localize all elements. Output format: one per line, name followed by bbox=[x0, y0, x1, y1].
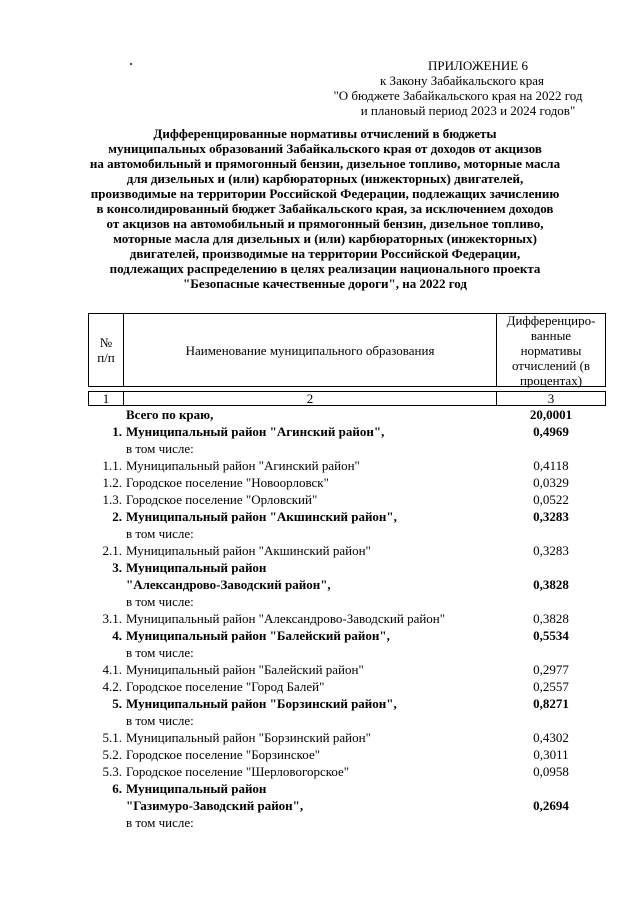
row-name bbox=[126, 559, 496, 610]
row-number: 3. bbox=[112, 560, 122, 575]
appendix-line-2: к Закону Забайкальского края bbox=[379, 73, 544, 88]
row-value: 0,4969 bbox=[533, 424, 569, 439]
table-row bbox=[88, 780, 606, 831]
title-line: "Безопасные качественные дороги", на 2022 год bbox=[183, 276, 467, 291]
header-value: Дифференциро-ванные нормативы отчислений (в процентах) bbox=[496, 313, 606, 387]
table-row bbox=[88, 763, 606, 780]
row-value: 0,2977 bbox=[533, 662, 569, 677]
row-name-text: Муниципальный район "Александрово-Заводский район" bbox=[126, 611, 446, 626]
row-number: 5.1. bbox=[102, 730, 122, 745]
table-row bbox=[88, 406, 606, 423]
row-name bbox=[126, 457, 496, 474]
table-row bbox=[88, 423, 606, 457]
row-name-text: Городское поселение "Шерловогорское" bbox=[126, 764, 350, 779]
column-number-1: 1 bbox=[88, 391, 124, 406]
column-number-2: 2 bbox=[123, 391, 497, 406]
title-line: Дифференцированные нормативы отчислений в бюджеты bbox=[153, 126, 497, 141]
title-line: в консолидированный бюджет Забайкальского края, за исключением доходов bbox=[96, 201, 554, 216]
table-row bbox=[88, 729, 606, 746]
row-name bbox=[126, 780, 496, 831]
title-line: для дизельных и (или) карбюраторных (инжекторных) двигателей, bbox=[126, 171, 524, 186]
row-name bbox=[126, 763, 496, 780]
table-row bbox=[88, 661, 606, 678]
row-value: 0,4302 bbox=[533, 730, 569, 745]
row-name bbox=[126, 610, 496, 627]
row-value: 0,8271 bbox=[533, 696, 569, 711]
row-value: 0,4118 bbox=[533, 458, 569, 473]
scan-speck bbox=[130, 63, 132, 65]
title-line: муниципальных образований Забайкальского края от доходов от акцизов bbox=[108, 141, 542, 156]
row-name bbox=[126, 695, 496, 729]
row-number: 5.3. bbox=[102, 764, 122, 779]
table-row bbox=[88, 542, 606, 559]
table-row bbox=[88, 508, 606, 542]
row-name bbox=[126, 406, 496, 423]
document-title bbox=[80, 126, 570, 291]
title-line: двигателей, производимые на территории Российской Федерации, bbox=[129, 246, 521, 261]
row-subtitle: в том числе: bbox=[126, 526, 194, 541]
table-row bbox=[88, 474, 606, 491]
appendix-line-1: ПРИЛОЖЕНИЕ 6 bbox=[428, 58, 528, 73]
row-name-text-continued: "Александрово-Заводский район", bbox=[126, 577, 331, 592]
table-body bbox=[88, 406, 606, 831]
row-name bbox=[126, 661, 496, 678]
row-number: 2. bbox=[112, 509, 122, 524]
row-name-text: Всего по краю, bbox=[126, 407, 214, 422]
row-name-text: Муниципальный район "Борзинский район", bbox=[126, 696, 397, 711]
row-number: 1.1. bbox=[102, 458, 122, 473]
table-row bbox=[88, 559, 606, 610]
row-number: 5. bbox=[112, 696, 122, 711]
row-value: 0,5534 bbox=[533, 628, 569, 643]
row-number: 4.1. bbox=[102, 662, 122, 677]
row-name bbox=[126, 423, 496, 457]
row-number: 2.1. bbox=[102, 543, 122, 558]
row-name-text: Муниципальный район "Акшинский район" bbox=[126, 543, 371, 558]
row-name-text: Муниципальный район "Балейский район", bbox=[126, 628, 390, 643]
table-row bbox=[88, 695, 606, 729]
column-number-3: 3 bbox=[496, 391, 606, 406]
row-subtitle: в том числе: bbox=[126, 441, 194, 456]
row-value: 0,0958 bbox=[533, 764, 569, 779]
row-number: 5.2. bbox=[102, 747, 122, 762]
row-number: 4. bbox=[112, 628, 122, 643]
title-line: подлежащих распределению в целях реализации национального проекта bbox=[109, 261, 541, 276]
row-name-text: Муниципальный район bbox=[126, 560, 267, 575]
table-row bbox=[88, 610, 606, 627]
row-subtitle: в том числе: bbox=[126, 645, 194, 660]
appendix-line-4: и плановый период 2023 и 2024 годов" bbox=[360, 103, 576, 118]
row-name-text: Городское поселение "Орловский" bbox=[126, 492, 318, 507]
row-number: 1.3. bbox=[102, 492, 122, 507]
row-name bbox=[126, 729, 496, 746]
table-row bbox=[88, 746, 606, 763]
title-line: моторные масла для дизельных и (или) карбюраторных (инжекторных) bbox=[113, 231, 537, 246]
row-name-text: Муниципальный район "Акшинский район", bbox=[126, 509, 397, 524]
row-number: 4.2. bbox=[102, 679, 122, 694]
row-name bbox=[126, 474, 496, 491]
row-name-text: Муниципальный район "Борзинский район" bbox=[126, 730, 371, 745]
row-value: 0,3828 bbox=[533, 577, 569, 592]
row-value: 0,3283 bbox=[533, 509, 569, 524]
row-value: 0,2694 bbox=[533, 798, 569, 813]
row-name-text: Муниципальный район "Агинский район" bbox=[126, 458, 360, 473]
table-row bbox=[88, 457, 606, 474]
table-row bbox=[88, 491, 606, 508]
row-name bbox=[126, 746, 496, 763]
row-name-text: Муниципальный район bbox=[126, 781, 267, 796]
row-value: 0,3828 bbox=[533, 611, 569, 626]
header-num: № п/п bbox=[88, 313, 124, 387]
row-name bbox=[126, 542, 496, 559]
table-row bbox=[88, 678, 606, 695]
title-line: от акцизов на автомобильный и прямогонный бензин, дизельное топливо, bbox=[106, 216, 544, 231]
row-subtitle: в том числе: bbox=[126, 815, 194, 830]
row-value: 0,0522 bbox=[533, 492, 569, 507]
row-name-text: Городское поселение "Город Балей" bbox=[126, 679, 325, 694]
appendix-line-3: "О бюджете Забайкальского края на 2022 год bbox=[333, 88, 583, 103]
row-name-text: Городское поселение "Новоорловск" bbox=[126, 475, 329, 490]
row-value: 0,3283 bbox=[533, 543, 569, 558]
row-subtitle: в том числе: bbox=[126, 713, 194, 728]
row-number: 1. bbox=[112, 424, 122, 439]
title-line: на автомобильный и прямогонный бензин, дизельное топливо, моторные масла bbox=[89, 156, 561, 171]
row-value: 0,0329 bbox=[533, 475, 569, 490]
title-line: производимые на территории Российской Федерации, подлежащих зачислению bbox=[90, 186, 560, 201]
row-subtitle: в том числе: bbox=[126, 594, 194, 609]
row-name-text: Муниципальный район "Балейский район" bbox=[126, 662, 364, 677]
row-name-text-continued: "Газимуро-Заводский район", bbox=[126, 798, 304, 813]
row-number: 6. bbox=[112, 781, 122, 796]
row-value: 20,0001 bbox=[529, 407, 573, 422]
row-name-text: Муниципальный район "Агинский район", bbox=[126, 424, 385, 439]
row-number: 1.2. bbox=[102, 475, 122, 490]
row-name bbox=[126, 627, 496, 661]
row-name bbox=[126, 678, 496, 695]
row-value: 0,2557 bbox=[533, 679, 569, 694]
table-row bbox=[88, 627, 606, 661]
row-name bbox=[126, 491, 496, 508]
row-number: 3.1. bbox=[102, 611, 122, 626]
row-name bbox=[126, 508, 496, 542]
appendix-header bbox=[330, 58, 586, 118]
header-name: Наименование муниципального образования bbox=[123, 313, 497, 387]
row-name-text: Городское поселение "Борзинское" bbox=[126, 747, 321, 762]
row-value: 0,3011 bbox=[533, 747, 569, 762]
